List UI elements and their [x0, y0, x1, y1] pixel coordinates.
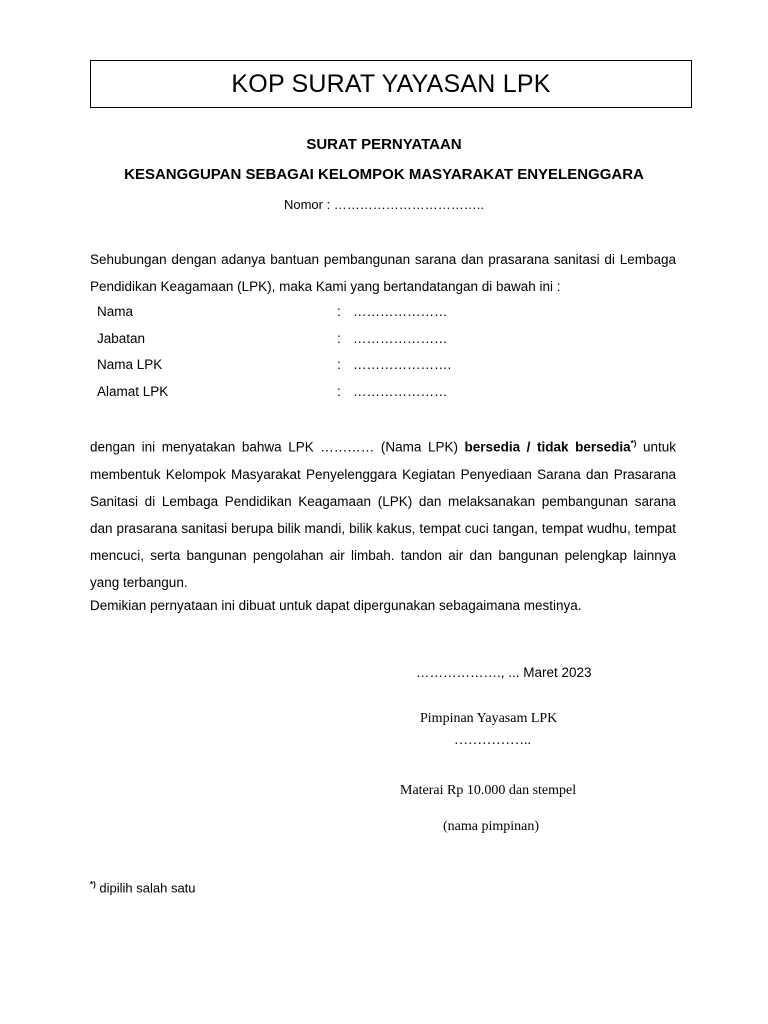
document-number: Nomor : …………………………….. — [283, 197, 485, 212]
footnote — [90, 880, 196, 895]
signature-dots: …………….. — [454, 733, 531, 748]
statement-text-before: dengan ini menyatakan bahwa LPK ………… (Nama LPK) — [90, 439, 465, 455]
field-colon: : — [337, 384, 341, 399]
date-line: ………………., ... Maret 2023 — [416, 665, 592, 680]
field-label: Alamat LPK — [97, 384, 169, 399]
field-value: ………………… — [353, 331, 448, 346]
signature-title: Pimpinan Yayasam LPK — [420, 711, 558, 726]
footnote-mark: *) — [90, 880, 96, 889]
statement-text-after: untuk membentuk Kelompok Masyarakat Penyelenggara Kegiatan Penyediaan Sarana dan Prasarana Sanitasi di Lembaga Pendidikan Keagamaan (LPK) dan melaksanakan pembangunan sarana dan prasarana sanitasi berupa bilik mandi, bilik kakus, tempat cuci tangan, tempat wudhu, tempat mencuci, serta bangunan pengolahan air limbah. tandon air dan bangunan pelengkap lainnya yang terbangun. — [90, 439, 676, 590]
footnote-text: dipilih salah satu — [95, 880, 196, 896]
statement-paragraph — [90, 430, 676, 596]
field-colon: : — [337, 304, 341, 319]
field-value: ………………… — [353, 384, 448, 399]
letterhead-text: KOP SURAT YAYASAN LPK — [231, 69, 551, 98]
field-colon: : — [337, 331, 341, 346]
field-label: Jabatan — [97, 331, 146, 346]
field-value: ………………… — [353, 304, 448, 319]
document-title: SURAT PERNYATAAN — [306, 136, 462, 153]
footnote-marker: *) — [630, 439, 637, 448]
materai-note: Materai Rp 10.000 dan stempel — [400, 783, 577, 798]
field-colon: : — [337, 357, 341, 372]
field-label: Nama LPK — [97, 357, 163, 372]
document-subtitle: KESANGGUPAN SEBAGAI KELOMPOK MASYARAKAT ENYELENGGARA — [124, 166, 644, 183]
closing-paragraph: Demikian pernyataan ini dibuat untuk dapat dipergunakan sebagaimana mestinya. — [90, 598, 582, 613]
letterhead-box — [90, 60, 692, 108]
intro-paragraph: Sehubungan dengan adanya bantuan pembangunan sarana dan prasarana sanitasi di Lembaga Pendidikan Keagamaan (LPK), maka Kami yang bertandatangan di bawah ini : — [90, 252, 676, 294]
field-value: …………………. — [353, 357, 452, 372]
statement-choice: bersedia / tidak bersedia — [464, 439, 631, 455]
field-label: Nama — [97, 304, 134, 319]
signatory-name: (nama pimpinan) — [443, 819, 540, 834]
